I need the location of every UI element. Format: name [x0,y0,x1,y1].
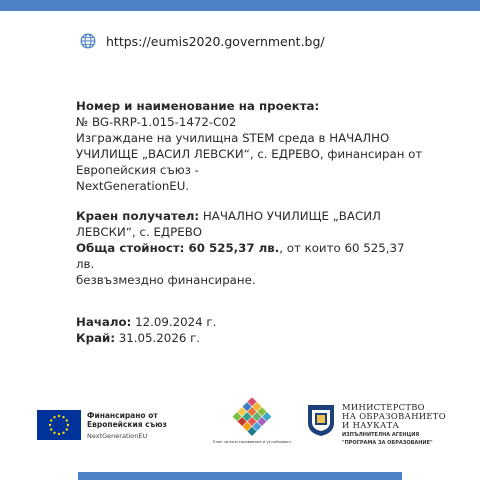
eu-line3: NextGenerationEU [87,432,148,440]
recovery-plan-logo [212,398,292,444]
recipient-label: Краен получател: [76,209,200,223]
recipient-value: НАЧАЛНО УЧИЛИЩЕ „ВАСИЛ [199,209,381,223]
eu-line2: Европейския съюз [87,420,167,429]
total-label: Обща стойност: [76,241,185,255]
project-name-line2: УЧИЛИЩЕ „ВАСИЛ ЛЕВСКИ“, с. ЕДРЕВО, финансиран от [76,147,423,161]
agency-line2: "ПРОГРАМА ЗА ОБРАЗОВАНИЕ" [342,440,433,446]
total-line2: безвъзмездно финансиране. [76,273,256,287]
project-number: № BG-RRP-1.015-1472-C02 [76,115,237,129]
end-label: Край: [76,331,116,345]
ministry-line1: МИНИСТЕРСТВО [342,402,425,412]
total-amount: 60 525,37 лв. [184,241,280,255]
recipient-line1 [76,208,426,224]
website-url[interactable]: https://eumis2020.government.bg/ [106,33,325,49]
project-name-line4: NextGenerationEU. [76,179,190,193]
end-line [76,330,426,346]
recovery-plan-caption: План за възстановяване и устойчивост [212,439,292,444]
eu-flag-icon [37,410,81,440]
recipient-line2: ЛЕВСКИ“, с. ЕДРЕВО [76,225,203,239]
recovery-plan-mosaic-icon [229,398,275,436]
eu-line1: Финансирано от [87,411,158,420]
ministry-logo [306,403,446,446]
top-accent-bar [0,0,480,11]
agency-line1: ИЗПЪЛНИТЕЛНА АГЕНЦИЯ [342,432,420,438]
ministry-line3: И НАУКАТА [342,420,400,430]
start-label: Начало: [76,315,132,329]
ministry-crest-icon [306,403,336,437]
project-name-line3: Европейския съюз - [76,163,199,177]
project-title-label: Номер и наименование на проекта: [76,99,320,113]
website-link[interactable] [80,33,325,49]
ministry-line2: НА ОБРАЗОВАНИЕТО [342,411,446,421]
project-name-line1: Изграждане на училищна STEM среда в НАЧАЛНО [76,131,390,145]
total-rest: , от които 60 525,37 лв. [76,241,405,271]
start-value: 12.09.2024 г. [131,315,217,329]
project-info [76,98,426,346]
total-line [76,240,426,272]
start-line [76,314,426,330]
globe-icon [80,33,96,49]
eu-funding-logo [37,410,167,440]
bottom-accent-bar [78,472,402,480]
end-value: 31.05.2026 г. [115,331,201,345]
